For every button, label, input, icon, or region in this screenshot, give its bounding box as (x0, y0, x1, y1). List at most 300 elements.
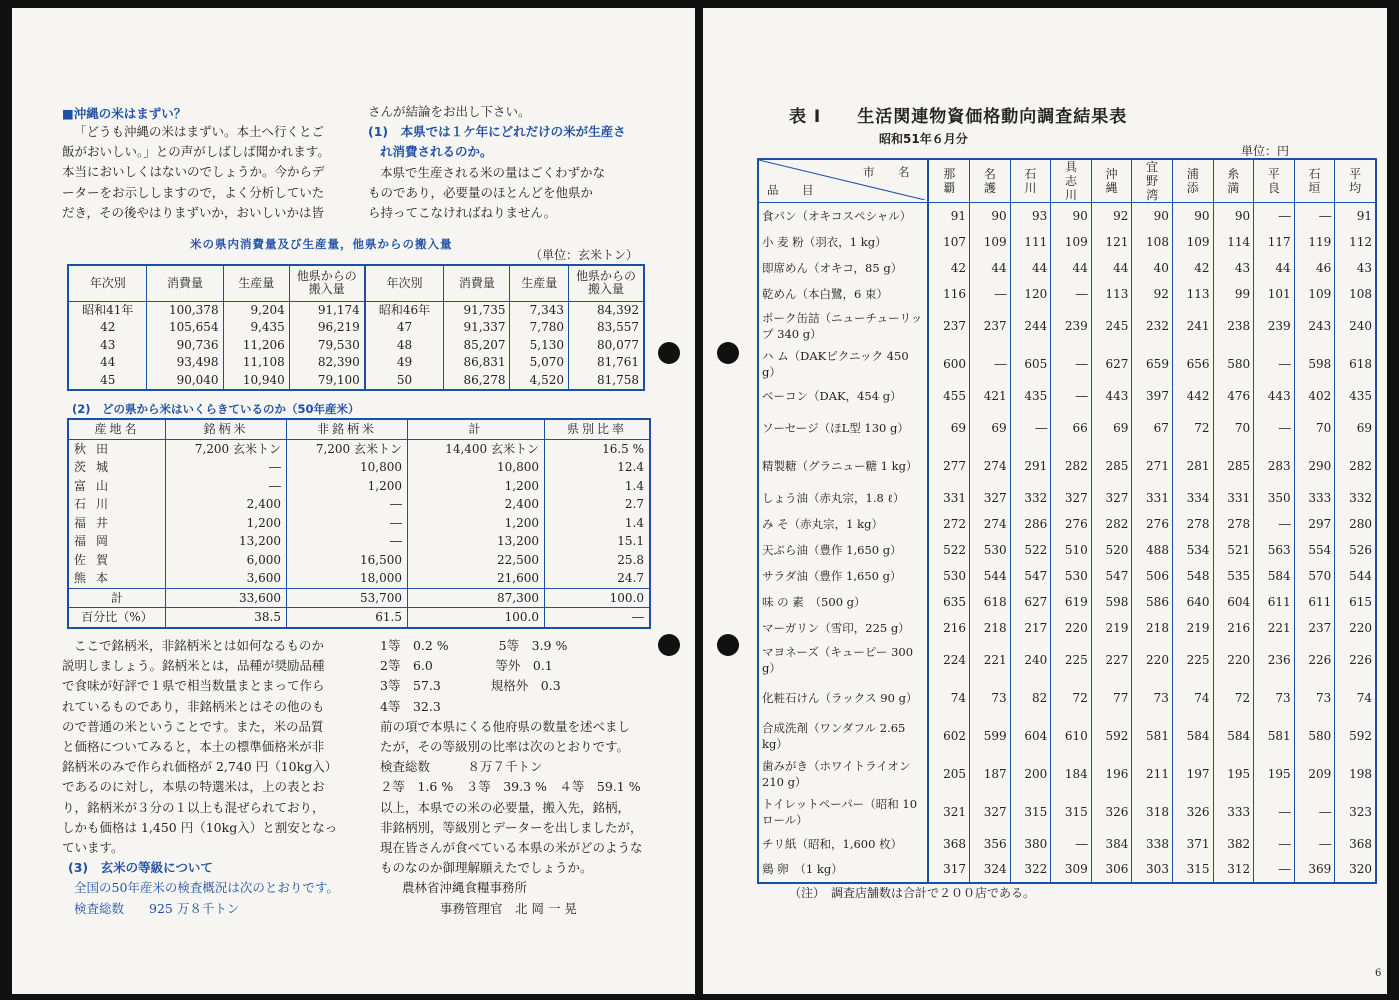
city-header (1172, 159, 1213, 203)
price-cell: 113 (1172, 281, 1213, 307)
price-cell: 356 (970, 831, 1011, 857)
price-cell: 73 (1294, 679, 1335, 717)
city-header (1254, 159, 1295, 203)
binding-hole (717, 342, 739, 364)
city-name: 名護 (983, 167, 996, 195)
price-cell: 119 (1294, 229, 1335, 255)
price-cell: 586 (1132, 589, 1173, 615)
price-row (758, 203, 1376, 229)
price-cell: 239 (1254, 307, 1295, 345)
table1-cell: 81,761 (569, 354, 645, 372)
price-row (758, 857, 1376, 883)
table1-cell: 83,557 (569, 319, 645, 337)
price-row (758, 281, 1376, 307)
price-cell: 67 (1132, 409, 1173, 447)
price-cell: 443 (1254, 383, 1295, 409)
right-column-top: さんが結論をお出し下さい。 (1) 本県では１ケ年にどれだけの米が生産さ れ消費されるのか。 本県で生産される米の量はごくわずかな ものであり，必要量のほとんどを他県か ら持ってこなければねりません。 (368, 104, 626, 221)
table2-cell: 1,200 (408, 514, 545, 533)
price-cell: 69 (1335, 409, 1376, 447)
table1-row (68, 337, 644, 355)
item-name: ハ ム（DAKピクニック 450 g） (758, 345, 928, 383)
table1-cell: 45 (68, 372, 147, 391)
table1-cell: 86,831 (444, 354, 510, 372)
left-page (12, 8, 695, 994)
table2-cell: 100.0 (545, 588, 651, 608)
price-cell: 111 (1010, 229, 1051, 255)
price-cell: 604 (1010, 717, 1051, 755)
table1-cell: 91,337 (444, 319, 510, 337)
table2-cell: 計 (68, 588, 166, 608)
price-row (758, 641, 1376, 679)
price-cell: 333 (1294, 485, 1335, 511)
price-cell: 290 (1294, 447, 1335, 485)
survey-date: 昭和51年６月分 (879, 132, 968, 146)
table2-cell: 13,200 (408, 532, 545, 551)
table2-cell: 87,300 (408, 588, 545, 608)
table2-row (68, 458, 650, 477)
price-cell: 598 (1294, 345, 1335, 383)
price-cell: 323 (1335, 793, 1376, 831)
price-cell: 66 (1051, 409, 1092, 447)
table2-cell: 14,400 玄米トン (408, 439, 545, 458)
table1-cell: 9,204 (223, 301, 289, 319)
price-cell: 332 (1335, 485, 1376, 511)
table2-cell: 7,200 玄米トン (287, 439, 408, 458)
city-name: 石垣 (1308, 167, 1321, 195)
rice-origin-table: 産地名 銘柄米 非銘柄米 計 県別比率 秋田 7,200 玄米トン 7,200 玄米トン 14,400 玄米トン 16.5 % 茨城 ― 10,800 10,800 12.4 富山 ― 1,200 1,200 1.4 石川 2,400 ― 2,400 2.7 福井 1,200 ― 1,200 1.4 福岡 13,200 ― 13,200 15.1 佐賀 6,000 16,500 22,500 25.8 熊本 3,600 18,000 21,600 24.7 計 33,600 53,700 87,300 100.0 百分比（%） 38.5 61.5 100.0 ― (67, 418, 651, 629)
table1-cell: 80,077 (569, 337, 645, 355)
table1-row (68, 319, 644, 337)
price-cell: 217 (1010, 615, 1051, 641)
table2-cell: ― (287, 514, 408, 533)
price-cell: 520 (1091, 537, 1132, 563)
price-cell: 282 (1335, 447, 1376, 485)
price-cell: 197 (1172, 755, 1213, 793)
table2-cell: 熊本 (68, 569, 166, 588)
price-cell: 107 (928, 229, 969, 255)
price-survey-table (757, 158, 1377, 884)
price-cell: 327 (1091, 485, 1132, 511)
table2-cell: 100.0 (408, 608, 545, 628)
table2-cell: 3,600 (166, 569, 287, 588)
price-cell: 237 (928, 307, 969, 345)
price-row (758, 537, 1376, 563)
price-cell: 90 (1132, 203, 1173, 229)
price-cell: 371 (1172, 831, 1213, 857)
city-name: 糸満 (1227, 167, 1240, 195)
table1-cell: 11,108 (223, 354, 289, 372)
price-cell: 610 (1051, 717, 1092, 755)
price-cell: 535 (1213, 563, 1254, 589)
item-name: サラダ油（豊作 1,650 g） (758, 563, 928, 589)
table2-cell: 18,000 (287, 569, 408, 588)
price-cell: 604 (1213, 589, 1254, 615)
item-name: み そ（赤丸宗，1 kg） (758, 511, 928, 537)
table1-cell: 5,070 (510, 354, 569, 372)
item-name: 精製糖（グラニュー糖 1 kg） (758, 447, 928, 485)
price-cell: ― (1254, 831, 1295, 857)
price-cell: 238 (1213, 307, 1254, 345)
price-cell: 278 (1213, 511, 1254, 537)
price-cell: 563 (1254, 537, 1295, 563)
price-cell: ― (1294, 793, 1335, 831)
price-row (758, 679, 1376, 717)
city-header (1335, 159, 1376, 203)
table2-cell: ― (287, 495, 408, 514)
price-cell: 195 (1213, 755, 1254, 793)
city-name: 那覇 (943, 167, 956, 195)
price-cell: 101 (1254, 281, 1295, 307)
price-cell: 112 (1335, 229, 1376, 255)
price-cell: ― (1010, 409, 1051, 447)
author-name: 事務管理官 北 岡 一 晃 (440, 900, 577, 916)
table2-cell: 25.8 (545, 551, 651, 570)
price-cell: 43 (1213, 255, 1254, 281)
price-cell: 73 (1254, 679, 1295, 717)
table2-cell: ― (166, 477, 287, 496)
table1-cell: 90,040 (147, 372, 223, 391)
table2-cell: 福井 (68, 514, 166, 533)
price-cell: 220 (1051, 615, 1092, 641)
price-cell: 611 (1294, 589, 1335, 615)
price-cell: 40 (1132, 255, 1173, 281)
table2-row (68, 514, 650, 533)
table1-cell: 79,530 (289, 337, 365, 355)
price-cell: ― (1051, 345, 1092, 383)
price-cell: 534 (1172, 537, 1213, 563)
price-cell: 443 (1091, 383, 1132, 409)
table1-cell: 79,100 (289, 372, 365, 391)
table2-cell: 2.7 (545, 495, 651, 514)
price-row (758, 831, 1376, 857)
price-cell: ― (1051, 383, 1092, 409)
price-cell: 280 (1335, 511, 1376, 537)
price-cell: 435 (1010, 383, 1051, 409)
price-cell: 236 (1254, 641, 1295, 679)
price-cell: 239 (1051, 307, 1092, 345)
price-cell: 243 (1294, 307, 1335, 345)
price-cell: ― (970, 345, 1011, 383)
table1-cell: 42 (68, 319, 147, 337)
price-cell: 77 (1091, 679, 1132, 717)
price-cell: 327 (970, 485, 1011, 511)
price-cell: 530 (928, 563, 969, 589)
price-cell: 544 (970, 563, 1011, 589)
price-cell: 488 (1132, 537, 1173, 563)
price-cell: 291 (1010, 447, 1051, 485)
table1-cell: 11,206 (223, 337, 289, 355)
price-cell: 281 (1172, 447, 1213, 485)
price-cell: 554 (1294, 537, 1335, 563)
price-cell: 198 (1335, 755, 1376, 793)
table2-cell: 13,200 (166, 532, 287, 551)
binding-hole (658, 634, 680, 656)
price-cell: 327 (1051, 485, 1092, 511)
price-cell: 108 (1132, 229, 1173, 255)
price-cell: 455 (928, 383, 969, 409)
item-name: 歯みがき（ホワイトライオン 210 g） (758, 755, 928, 793)
table2-cell: 1.4 (545, 477, 651, 496)
price-cell: 90 (1051, 203, 1092, 229)
table2-cell: 24.7 (545, 569, 651, 588)
price-cell: 656 (1172, 345, 1213, 383)
price-cell: 109 (1172, 229, 1213, 255)
price-cell: 397 (1132, 383, 1173, 409)
price-cell: 276 (1051, 511, 1092, 537)
price-cell: 627 (1010, 589, 1051, 615)
price-cell: ― (1254, 345, 1295, 383)
item-name: 食パン（オキコスペシャル） (758, 203, 928, 229)
price-row (758, 615, 1376, 641)
price-cell: 82 (1010, 679, 1051, 717)
item-name: 合成洗剤（ワンダフル 2.65 kg） (758, 717, 928, 755)
price-cell: 332 (1010, 485, 1051, 511)
price-cell: 581 (1132, 717, 1173, 755)
table2-cell: 6,000 (166, 551, 287, 570)
price-cell: 218 (970, 615, 1011, 641)
item-name: マヨネーズ（キューピー 300 g） (758, 641, 928, 679)
table1-cell: 91,735 (444, 301, 510, 319)
price-cell: 187 (970, 755, 1011, 793)
price-cell: 526 (1335, 537, 1376, 563)
city-name: 平良 (1267, 167, 1280, 195)
price-cell: 506 (1132, 563, 1173, 589)
item-name: 鶏 卵 （1 kg） (758, 857, 928, 883)
price-cell: 218 (1132, 615, 1173, 641)
price-cell: 421 (970, 383, 1011, 409)
table2-row (68, 569, 650, 588)
price-cell: 221 (970, 641, 1011, 679)
table2-cell: 1,200 (408, 477, 545, 496)
price-row (758, 307, 1376, 345)
price-cell: 93 (1010, 203, 1051, 229)
table2-cell: 16.5 % (545, 439, 651, 458)
price-cell: 282 (1091, 511, 1132, 537)
price-row (758, 717, 1376, 755)
table2-row (68, 532, 650, 551)
price-cell: ― (1254, 409, 1295, 447)
price-cell: 72 (1051, 679, 1092, 717)
table2-cell: 38.5 (166, 608, 287, 628)
item-name: ソーセージ（ほL型 130 g） (758, 409, 928, 447)
price-cell: 331 (1213, 485, 1254, 511)
price-cell: 584 (1213, 717, 1254, 755)
city-name: 宜野湾 (1146, 160, 1159, 202)
table1-cell: 49 (365, 354, 444, 372)
table2-row (68, 477, 650, 496)
price-cell: 70 (1213, 409, 1254, 447)
price-cell: 315 (1051, 793, 1092, 831)
table2-cell: 33,600 (166, 588, 287, 608)
price-cell: 315 (1172, 857, 1213, 883)
table1-cell: 100,378 (147, 301, 223, 319)
price-cell: 277 (928, 447, 969, 485)
table1-cell: 48 (365, 337, 444, 355)
rice-consumption-table: 年次別 消費量 生産量 他県からの搬入量 年次別 消費量 生産量 他県からの搬入量 昭和41年 100,378 9,204 91,174 昭和46年 91,735 7,343 84,392 42 105,654 9,435 96,219 47 91,337 7,780 83,557 43 90,736 11,206 79,530 48 85,207 5,130 80,077 44 93,498 11,108 82,390 49 86,831 5,070 81,761 45 90,040 10,940 79,100 50 86,278 4,520 81,758 (67, 264, 645, 391)
price-cell: 605 (1010, 345, 1051, 383)
price-cell: 219 (1091, 615, 1132, 641)
city-header (1051, 159, 1092, 203)
table1-cell: 105,654 (147, 319, 223, 337)
price-cell: 74 (1172, 679, 1213, 717)
price-cell: 530 (970, 537, 1011, 563)
city-header (1010, 159, 1051, 203)
table2-row (68, 495, 650, 514)
price-cell: 69 (928, 409, 969, 447)
table2-cell: 2,400 (408, 495, 545, 514)
binding-hole (658, 342, 680, 364)
table1-unit: （単位：玄米トン） (530, 248, 639, 262)
grades-paragraph: 1等 0.2 % 5等 3.9 % 2等 6.0 等外 0.1 3等 57.3 規格外 0.3 4等 32.3 前の項で本県にくる他府県の数量を述べまし たが，その等級別の比率は次のとおりです。 検査総数 ８万７千トン ２等 1.6 % ３等 39.3 % ４等 59.1 % 以上，本県での米の必要量，搬入先，銘柄， 非銘柄別，等級別とデーターを出しましたが， 現在皆さんが食べている本県の米がどのような ものなのか御理解願えたでしょうか。 農林省沖縄食糧事務所 事務管理官 北 岡 一 晃 (380, 636, 643, 919)
table1-cell: 82,390 (289, 354, 365, 372)
table2-cell: 1,200 (166, 514, 287, 533)
price-cell: 116 (928, 281, 969, 307)
table1-title: 米の県内消費量及び生産量，他県からの搬入量 (190, 237, 453, 251)
price-cell: 592 (1335, 717, 1376, 755)
price-cell: 522 (928, 537, 969, 563)
price-cell: 584 (1172, 717, 1213, 755)
diagonal-header: 市 名 品 目 (758, 159, 928, 203)
price-cell: 274 (970, 511, 1011, 537)
price-cell: 200 (1010, 755, 1051, 793)
price-cell: 220 (1132, 641, 1173, 679)
price-cell: ― (1254, 857, 1295, 883)
table1-row (68, 354, 644, 372)
city-header (928, 159, 969, 203)
table1-cell: 93,498 (147, 354, 223, 372)
price-cell: 592 (1091, 717, 1132, 755)
price-cell: 522 (1010, 537, 1051, 563)
table1-cell: 86,278 (444, 372, 510, 391)
price-cell: 278 (1172, 511, 1213, 537)
price-cell: 241 (1172, 307, 1213, 345)
price-cell: 43 (1335, 255, 1376, 281)
price-cell: 205 (928, 755, 969, 793)
price-cell: 322 (1010, 857, 1051, 883)
heading-rice-taste: ■沖縄の米はまずい？ (62, 106, 187, 121)
table2-cell: 秋田 (68, 439, 166, 458)
city-name: 平均 (1349, 167, 1362, 195)
item-name: 天ぷら油（豊作 1,650 g） (758, 537, 928, 563)
price-cell: 237 (970, 307, 1011, 345)
price-cell: 580 (1213, 345, 1254, 383)
item-name: マーガリン（雪印，225 g） (758, 615, 928, 641)
table1-cell: 84,392 (569, 301, 645, 319)
price-row (758, 345, 1376, 383)
item-name: しょう油（赤丸宗，1.8 ℓ） (758, 485, 928, 511)
price-cell: 113 (1091, 281, 1132, 307)
table2-summary-row (68, 608, 650, 628)
city-header (1294, 159, 1335, 203)
price-cell: ― (1051, 831, 1092, 857)
price-cell: 114 (1213, 229, 1254, 255)
price-cell: 225 (1051, 641, 1092, 679)
price-cell: 121 (1091, 229, 1132, 255)
city-name: 浦添 (1186, 167, 1199, 195)
table2-cell: 佐賀 (68, 551, 166, 570)
table2-cell: 61.5 (287, 608, 408, 628)
price-row (758, 255, 1376, 281)
price-cell: 46 (1294, 255, 1335, 281)
city-name: 具志川 (1064, 160, 1077, 202)
price-cell: 315 (1010, 793, 1051, 831)
price-cell: 73 (970, 679, 1011, 717)
table1-cell: 85,207 (444, 337, 510, 355)
price-cell: 618 (1335, 345, 1376, 383)
table1-cell: 9,435 (223, 319, 289, 337)
table2-cell: ― (287, 532, 408, 551)
unit-label: 単位：円 (1241, 144, 1290, 158)
price-cell: 570 (1294, 563, 1335, 589)
table2-cell: 富山 (68, 477, 166, 496)
price-cell: 226 (1335, 641, 1376, 679)
price-cell: 476 (1213, 383, 1254, 409)
price-cell: 368 (1335, 831, 1376, 857)
price-cell: 338 (1132, 831, 1173, 857)
price-row (758, 755, 1376, 793)
table2-cell: 10,800 (287, 458, 408, 477)
price-cell: 318 (1132, 793, 1173, 831)
table1-cell: 10,940 (223, 372, 289, 391)
price-cell: 108 (1335, 281, 1376, 307)
price-cell: 69 (1091, 409, 1132, 447)
price-cell: 584 (1254, 563, 1295, 589)
table2-cell: 53,700 (287, 588, 408, 608)
price-cell: 321 (928, 793, 969, 831)
price-cell: 282 (1051, 447, 1092, 485)
item-name: トイレットペーパー（昭和 10ロール） (758, 793, 928, 831)
price-row (758, 383, 1376, 409)
price-row (758, 229, 1376, 255)
item-name: 乾めん（本白鷺，6 束） (758, 281, 928, 307)
price-cell: 99 (1213, 281, 1254, 307)
table1-row (68, 372, 644, 391)
price-cell: 521 (1213, 537, 1254, 563)
table2-cell: 21,600 (408, 569, 545, 588)
price-cell: 548 (1172, 563, 1213, 589)
price-cell: 117 (1254, 229, 1295, 255)
table2-cell: 百分比（%） (68, 608, 166, 628)
price-cell: 303 (1132, 857, 1173, 883)
price-row (758, 793, 1376, 831)
price-cell: 92 (1091, 203, 1132, 229)
price-cell: 331 (928, 485, 969, 511)
price-cell: 91 (928, 203, 969, 229)
price-cell: 581 (1254, 717, 1295, 755)
price-cell: 640 (1172, 589, 1213, 615)
price-cell: 44 (1051, 255, 1092, 281)
price-cell: 44 (1254, 255, 1295, 281)
price-cell: 42 (928, 255, 969, 281)
price-cell: 285 (1213, 447, 1254, 485)
table1-cell: 91,174 (289, 301, 365, 319)
price-cell: 334 (1172, 485, 1213, 511)
table1-cell: 90,736 (147, 337, 223, 355)
table1-row (68, 301, 644, 319)
price-cell: 369 (1294, 857, 1335, 883)
footnote: （注） 調査店舗数は合計で２００店である。 (789, 886, 1036, 900)
price-cell: 312 (1213, 857, 1254, 883)
price-cell: 216 (928, 615, 969, 641)
price-cell: 195 (1254, 755, 1295, 793)
author-org: 農林省沖縄食糧事務所 (402, 880, 528, 896)
price-cell: 216 (1213, 615, 1254, 641)
heading-origin: (2) どの県から米はいくらきているのか（50年産米） (72, 402, 360, 416)
item-name: ベーコン（DAK，454 g） (758, 383, 928, 409)
price-cell: 324 (970, 857, 1011, 883)
table2-row (68, 439, 650, 458)
price-cell: 90 (970, 203, 1011, 229)
